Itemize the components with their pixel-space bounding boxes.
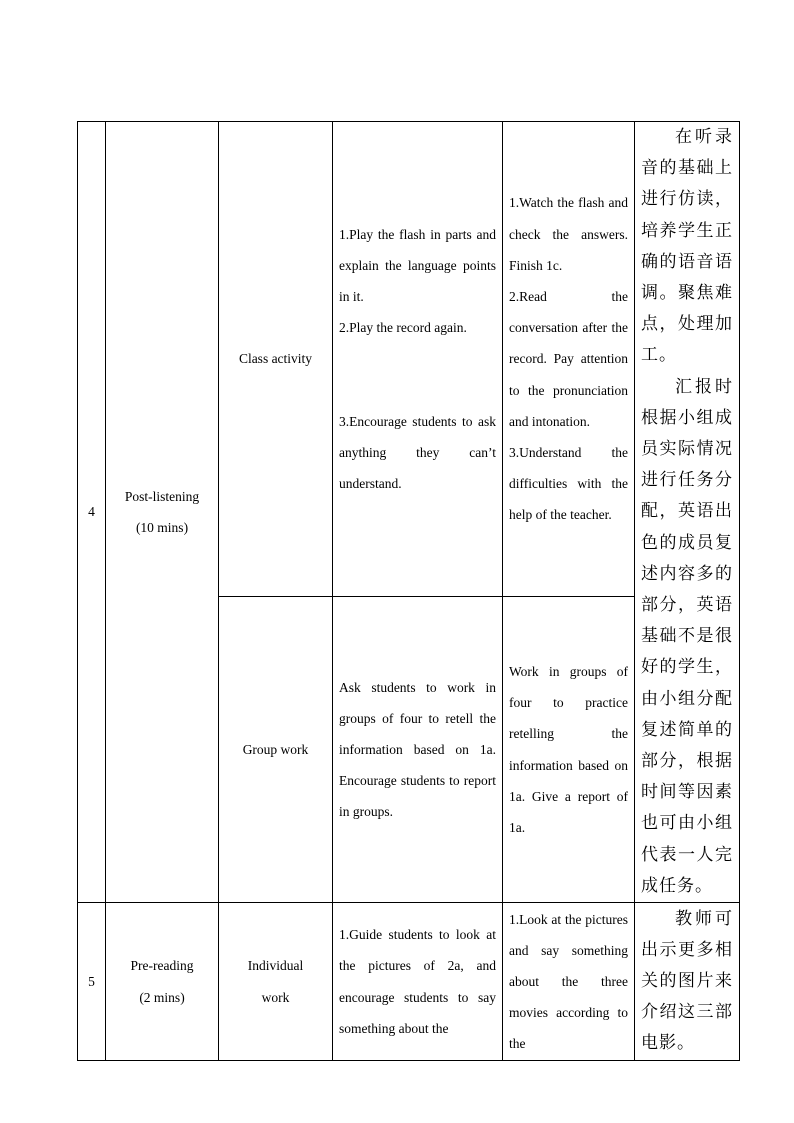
student-step: 2.Read the conversation after the record. Pay attention to the pronunciation and intonation.: [509, 288, 628, 429]
student-step: 1.Watch the flash and check the answers. Finish 1c.: [509, 195, 628, 273]
activity-type: Group work: [219, 596, 333, 902]
lesson-plan-table: [77, 121, 740, 1061]
stage-cell: [106, 903, 219, 1061]
spacer: [339, 344, 496, 406]
design-intent-cell: [635, 122, 740, 903]
teacher-activity-cell: [333, 122, 503, 597]
activity-type: Class activity: [219, 122, 333, 597]
teacher-step: 2.Play the record again.: [339, 320, 467, 336]
stage-cell: [106, 122, 219, 903]
stage-duration: (2 mins): [139, 989, 185, 1005]
design-note: 汇报时根据小组成员实际情况进行任务分配，英语出色的成员复述内容多的部分，英语基础不是很好的学生，由小组分配复述简单的部分，根据时间等因素也可由小组代表一人完成任务。: [641, 376, 733, 896]
student-activity-cell: Work in groups of four to practice retelling the information based on 1a. Give a report of 1a.: [503, 596, 635, 902]
stage-duration: (10 mins): [135, 520, 189, 536]
table-row: [78, 903, 740, 1061]
student-step: 3.Understand the difficulties with the help of the teacher.: [509, 444, 628, 523]
teacher-step: 1.Play the flash in parts and explain the language points in it.: [339, 226, 496, 305]
student-activity-cell: 1.Look at the pictures and say something about the three movies according to the: [503, 903, 635, 1061]
stage-name: Pre-reading: [130, 958, 194, 974]
stage-name: Post-listening: [124, 488, 200, 504]
step-number: 5: [78, 903, 106, 1061]
teacher-step: 3.Encourage students to ask anything they can’t understand.: [339, 413, 496, 491]
teacher-activity-cell: 1.Guide students to look at the pictures of 2a, and encourage students to say something about the: [333, 903, 503, 1061]
student-activity-cell: [503, 122, 635, 597]
step-number: 4: [78, 122, 106, 903]
design-note: 教师可出示更多相关的图片来介绍这三部电影。: [635, 903, 740, 1061]
activity-type: Individual work: [219, 903, 333, 1061]
design-note: 在听录音的基础上进行仿读，培养学生正确的语音语调。聚焦难点，处理加工。: [641, 127, 733, 366]
teacher-activity-cell: Ask students to work in groups of four to retell the information based on 1a. Encourage students to report in groups.: [333, 596, 503, 902]
table-row: [78, 122, 740, 597]
